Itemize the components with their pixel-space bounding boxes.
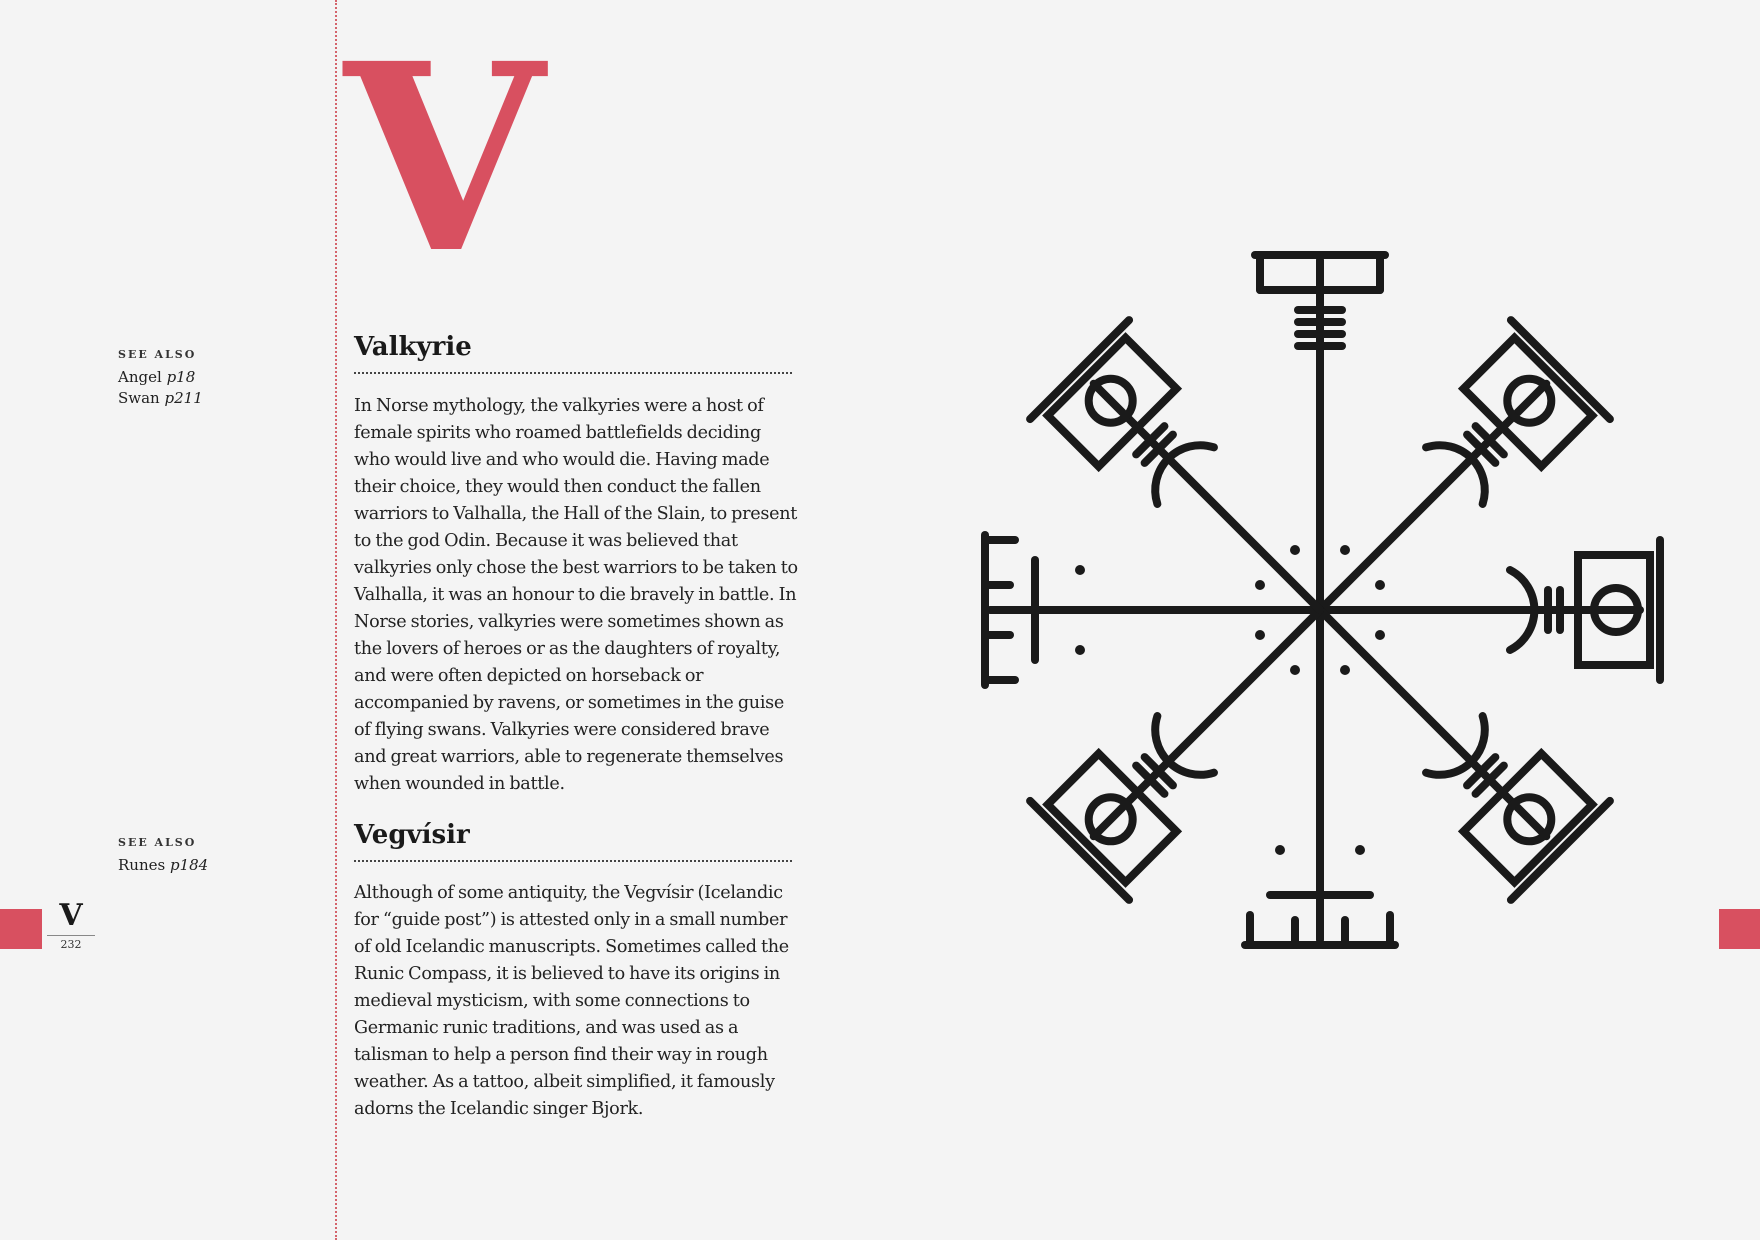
entry-title-vegvisir: Vegvísir [354, 820, 792, 862]
entry-title-valkyrie: Valkyrie [354, 332, 792, 374]
see-also-name: Runes [118, 856, 166, 874]
see-also-vegvisir [118, 836, 208, 876]
see-also-page: p18 [166, 368, 196, 386]
see-also-page: p184 [169, 856, 209, 874]
section-letter: V [344, 7, 545, 310]
see-also-label: SEE ALSO [118, 836, 197, 849]
page-folio [47, 900, 95, 951]
vegvisir-symbol-icon [940, 230, 1700, 990]
see-also-valkyrie [118, 348, 203, 409]
section-tab-right [1719, 909, 1760, 949]
see-also-link-swan[interactable] [118, 388, 203, 409]
folio-letter: V [59, 898, 83, 933]
entry-body-valkyrie: In Norse mythology, the valkyries were a host of female spirits who roamed battlefields deciding who would live and who would die. Having made their choice, they would then conduct the fallen warriors to Valhalla, the Hall of the Slain, to present to the god Odin. Because it was believed that valkyries only chose the best warriors to be taken to Valhalla, it was an honour to die bravely in battle. In Norse stories, valkyries were sometimes shown as the lovers of heroes or as the daughters of royalty, and were often depicted on horseback or accompanied by ravens, or sometimes in the guise of flying swans. Valkyries were considered brave and great warriors, able to regenerate themselves when wounded in battle. [354, 396, 798, 794]
see-also-label: SEE ALSO [118, 348, 197, 361]
entry-body-vegvisir: Although of some antiquity, the Vegvísir (Icelandic for “guide post”) is attested only in a small number of old Icelandic manuscripts. Sometimes called the Runic Compass, it is believed to have its origins in medieval mysticism, with some connections to Germanic runic traditions, and was used as a talisman to help a person find their way in rough weather. As a tattoo, albeit simplified, it famously adorns the Icelandic singer Bjork. [354, 883, 789, 1119]
see-also-name: Swan [118, 389, 160, 407]
see-also-page: p211 [164, 389, 203, 407]
section-tab-left [0, 909, 42, 949]
margin-guide-line [335, 0, 337, 1240]
see-also-link-angel[interactable] [118, 367, 203, 388]
page-number: 232 [47, 935, 95, 951]
see-also-name: Angel [118, 368, 162, 386]
see-also-link-runes[interactable] [118, 855, 208, 876]
